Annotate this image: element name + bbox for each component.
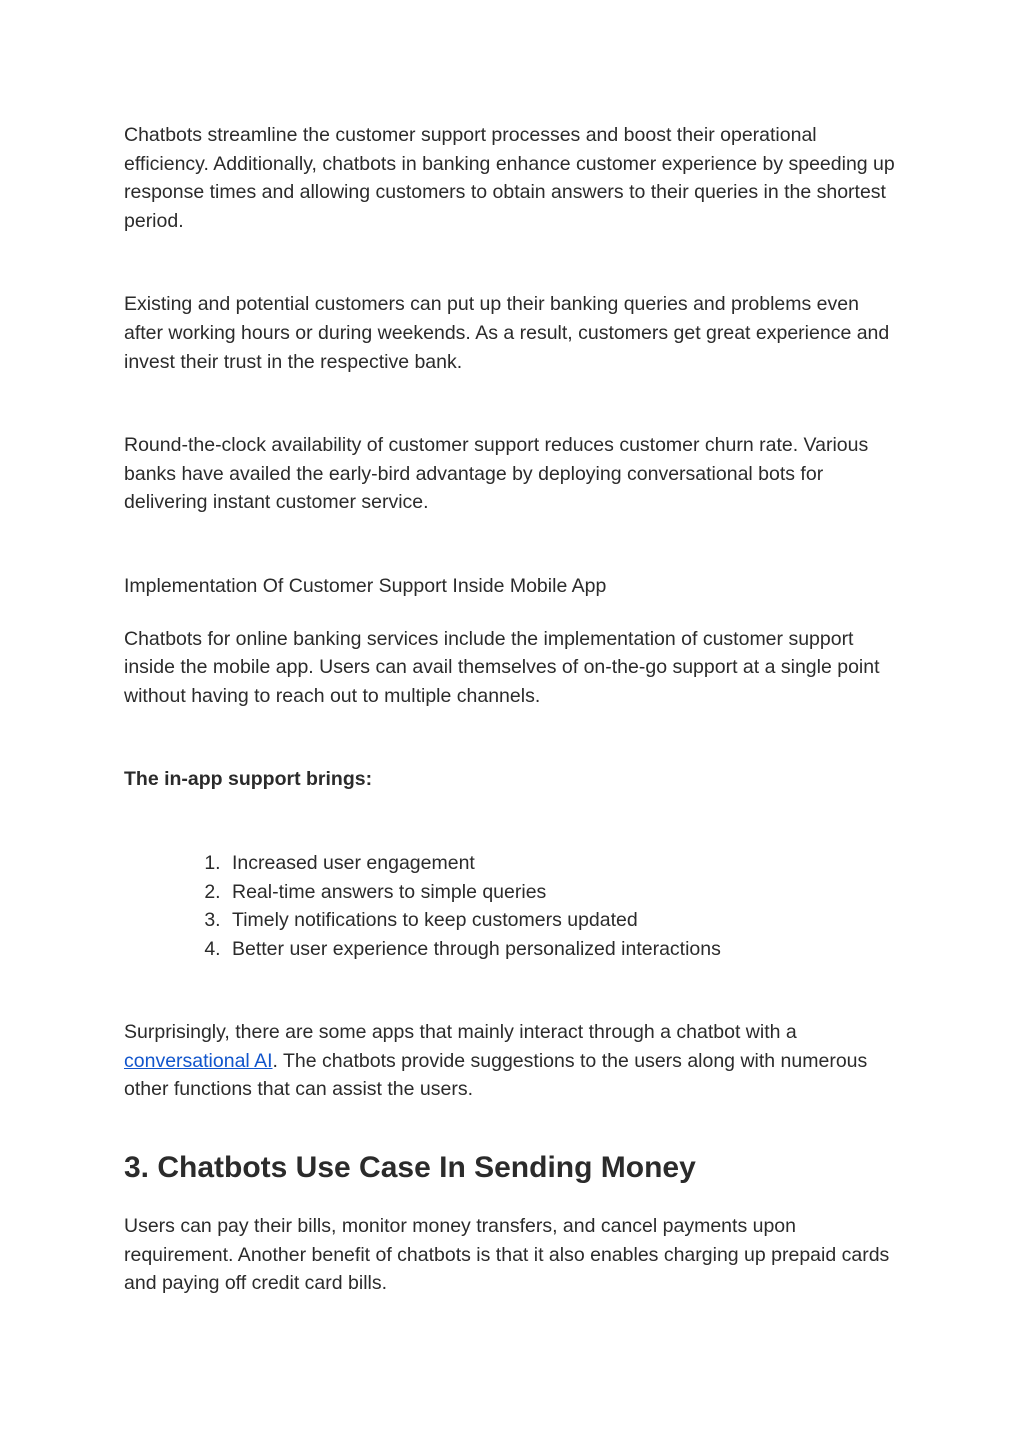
paragraph-pay-bills: Users can pay their bills, monitor money transfers, and cancel payments upon requirement. Another benefit of chatbots is that it also enables charging up prepaid cards and paying off credit card bills. [124, 1215, 890, 1295]
list-item: 2. Real-time answers to simple queries [226, 878, 900, 907]
document-page [124, 121, 900, 1298]
list-item: 1. Increased user engagement [226, 849, 900, 878]
paragraph-surprisingly [124, 1018, 900, 1104]
list-item: 4. Better user experience through personalized interactions [226, 935, 900, 964]
in-app-support-label: The in-app support brings: [124, 768, 373, 791]
paragraph-online-banking: Chatbots for online banking services include the implementation of customer support inside the mobile app. Users can avail themselves of on-the-go support at a single point without having to reach out to multiple channels. [124, 627, 880, 707]
benefits-list [124, 849, 900, 963]
paragraph-surprisingly-start: Surprisingly, there are some apps that mainly interact through a chatbot with a [124, 1021, 797, 1044]
conversational-ai-link[interactable]: conversational AI [124, 1049, 273, 1072]
paragraph-streamline: Chatbots streamline the customer support processes and boost their operational efficiency. Additionally, chatbots in banking enhance customer experience by speeding up response times and allowing customers to obtain answers to their queries in the shortest period. [124, 124, 895, 232]
paragraph-existing-customers: Existing and potential customers can put up their banking queries and problems even after working hours or during weekends. As a result, customers get great experience and invest their trust in the respective bank. [124, 293, 890, 373]
paragraph-round-the-clock: Round-the-clock availability of customer support reduces customer churn rate. Various banks have availed the early-bird advantage by deploying conversational bots for delivering instant customer service. [124, 434, 869, 514]
section-heading: 3. Chatbots Use Case In Sending Money [124, 1151, 696, 1185]
subheading-mobile-app: Implementation Of Customer Support Inside Mobile App [124, 574, 607, 597]
paragraph-surprisingly-end: . The chatbots provide suggestions to the users along with numerous other functions that can assist the users. [124, 1049, 868, 1101]
list-item: 3. Timely notifications to keep customers updated [226, 906, 900, 935]
